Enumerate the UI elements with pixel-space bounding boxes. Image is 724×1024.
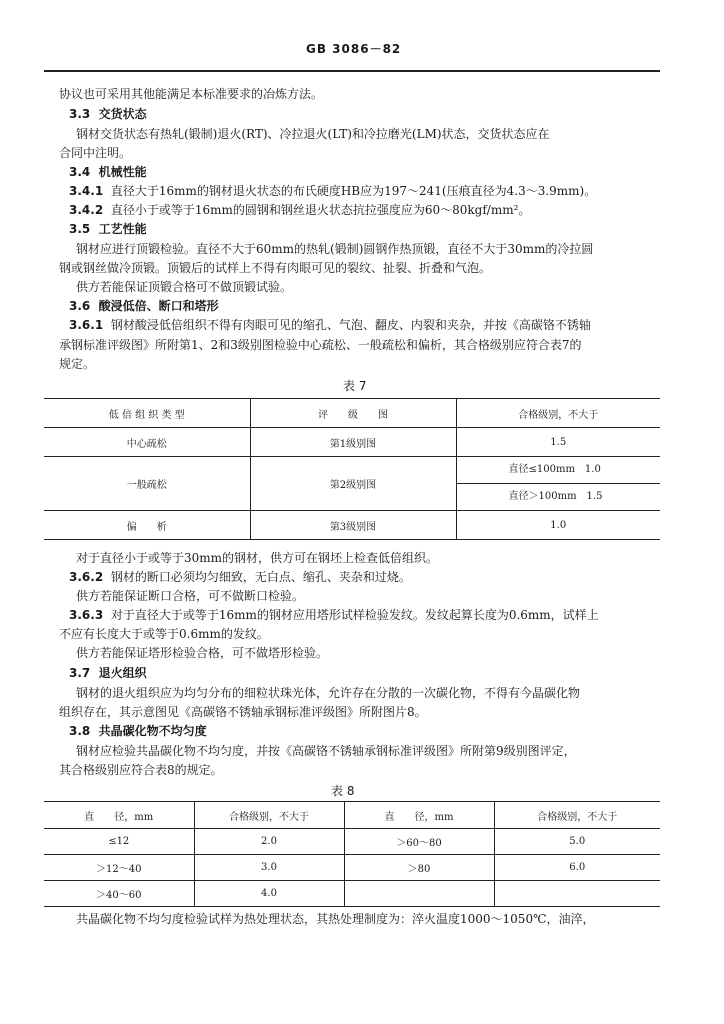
section-number: 3.4 [69,165,91,179]
table-8-caption: 表 8 [331,784,355,798]
table-cell: 6.0 [494,855,660,881]
clause-3-6-1 [69,317,591,333]
table-cell: ≤12 [44,829,194,855]
paragraph-line: 协议也可采用其他能满足本标准要求的冶炼方法。 [59,87,324,101]
table-cell: ＞40～60 [44,881,194,907]
table-cell: 5.0 [494,829,660,855]
section-title: 机械性能 [98,165,147,179]
paragraph-line: 合同中注明。 [59,146,132,160]
section-3-3-heading [69,106,147,122]
table-row [44,457,660,511]
section-title: 退火组织 [98,666,147,680]
section-number: 3.8 [69,724,91,738]
table-cell-split [456,457,660,511]
table-row [44,881,660,907]
grade-sub-cell: 直径≤100mm 1.0 [457,457,661,484]
section-number: 3.7 [69,666,91,680]
clause-text: 钢材酸浸低倍组织不得有肉眼可见的缩孔、气泡、翻皮、内裂和夹杂，并按《高碳铬不锈轴 [110,318,591,332]
paragraph-line: 不应有长度大于或等于0.6mm的发纹。 [59,627,269,641]
clause-text: 直径小于或等于16mm的圆钢和钢丝退火状态抗拉强度应为60～80kgf/mm²。 [110,203,531,217]
clause-text: 直径大于16mm的钢材退火状态的布氏硬度HB应为197～241(压痕直径为4.3～3.9mm)。 [110,184,597,198]
table-header-cell: 直 径，mm [344,802,494,829]
section-3-7-heading [69,665,147,681]
section-3-8-heading [69,723,207,739]
section-3-4-heading [69,164,147,180]
clause-number: 3.4.2 [69,203,104,217]
table-cell: 2.0 [194,829,344,855]
clause-3-4-1 [69,183,596,199]
clause-3-6-2 [69,569,411,585]
paragraph-line: 供方若能保证塔形检验合格，可不做塔形检验。 [76,646,329,660]
table-7-caption: 表 7 [343,379,367,393]
section-title: 酸浸低倍、断口和塔形 [98,299,219,313]
section-3-6-heading [69,298,219,314]
paragraph-line: 钢或钢丝做冷顶锻。顶锻后的试样上不得有肉眼可见的裂纹、扯裂、折叠和气泡。 [59,261,492,275]
table-cell: ＞12～40 [44,855,194,881]
paragraph-line: 规定。 [59,357,96,371]
standard-number: GB 3086－82 [306,42,402,56]
section-title: 工艺性能 [98,222,147,236]
clause-text: 钢材的断口必须均匀细致，无白点、缩孔、夹杂和过烧。 [110,570,411,584]
table-row [44,428,660,457]
paragraph-line: 供方若能保证顶锻合格可不做顶锻试验。 [76,280,293,294]
paragraph-line: 钢材交货状态有热轧(锻制)退火(RT)、冷拉退火(LT)和冷拉磨光(LM)状态，交货状态应在 [76,127,550,141]
table-header-row [44,802,660,829]
paragraph-line: 钢材应检验共晶碳化物不均匀度，并按《高碳铬不锈轴承钢标准评级图》所附第9级别图评定， [76,744,576,758]
table-header-cell: 低 倍 组 织 类 型 [44,399,250,428]
paragraph-line: 对于直径小于或等于30mm的钢材，供方可在钢坯上检查低倍组织。 [76,551,439,565]
table-cell: 4.0 [194,881,344,907]
clause-number: 3.4.1 [69,184,104,198]
grade-sub-cell: 直径＞100mm 1.5 [508,491,603,502]
paragraph-line: 共晶碳化物不均匀度检验试样为热处理状态，其热处理制度为：淬火温度1000～1050℃，油淬， [76,912,595,926]
table-cell: 中心疏松 [44,428,250,457]
table-row [44,511,660,540]
section-title: 共晶碳化物不均匀度 [98,724,207,738]
clause-3-6-3 [69,607,599,623]
table-header-cell: 合格级别，不大于 [456,399,660,428]
table-row [44,855,660,881]
table-cell: 第1级别图 [250,428,456,457]
paragraph-line: 钢材应进行顶锻检验。直径不大于60mm的热轧(锻制)圆钢作热顶锻，直径不大于30mm的冷拉圆 [76,242,594,256]
clause-3-4-2 [69,202,530,218]
table-7 [44,398,660,540]
section-3-5-heading [69,221,147,237]
section-title: 交货状态 [98,107,147,121]
table-cell: 第3级别图 [250,511,456,540]
table-cell: 1.0 [456,511,660,540]
table-cell: 第2级别图 [250,457,456,511]
header-rule [44,70,660,72]
section-number: 3.6 [69,299,91,313]
section-number: 3.5 [69,222,91,236]
table-header-cell: 直 径，mm [44,802,194,829]
table-cell: ＞80 [344,855,494,881]
table-cell: ＞60～80 [344,829,494,855]
table-header-cell: 合格级别，不大于 [494,802,660,829]
table-header-cell: 评 级 图 [250,399,456,428]
section-number: 3.3 [69,107,91,121]
table-cell: 1.5 [456,428,660,457]
paragraph-line: 承钢标准评级图》所附第1、2和3级别图检验中心疏松、一般疏松和偏析，其合格级别应符合表7的 [59,338,582,352]
table-row [44,829,660,855]
table-8 [44,801,660,907]
paragraph-line: 组织存在，其示意图见《高碳铬不锈轴承钢标准评级图》所附图片8。 [59,705,427,719]
table-header-row [44,399,660,428]
table-cell [344,881,494,907]
table-cell [494,881,660,907]
clause-text: 对于直径大于或等于16mm的钢材应用塔形试样检验发纹。发纹起算长度为0.6mm，试样上 [110,608,599,622]
paragraph-line: 其合格级别应符合表8的规定。 [59,763,223,777]
paragraph-line: 钢材的退火组织应为均匀分布的细粒状珠光体，允许存在分散的一次碳化物，不得有今晶碳化物 [76,686,581,700]
table-header-cell: 合格级别，不大于 [194,802,344,829]
table-cell: 3.0 [194,855,344,881]
paragraph-line: 供方若能保证断口合格，可不做断口检验。 [76,589,305,603]
clause-number: 3.6.3 [69,608,104,622]
table-cell: 偏 析 [44,511,250,540]
clause-number: 3.6.1 [69,318,104,332]
clause-number: 3.6.2 [69,570,104,584]
table-cell: 一般疏松 [44,457,250,511]
